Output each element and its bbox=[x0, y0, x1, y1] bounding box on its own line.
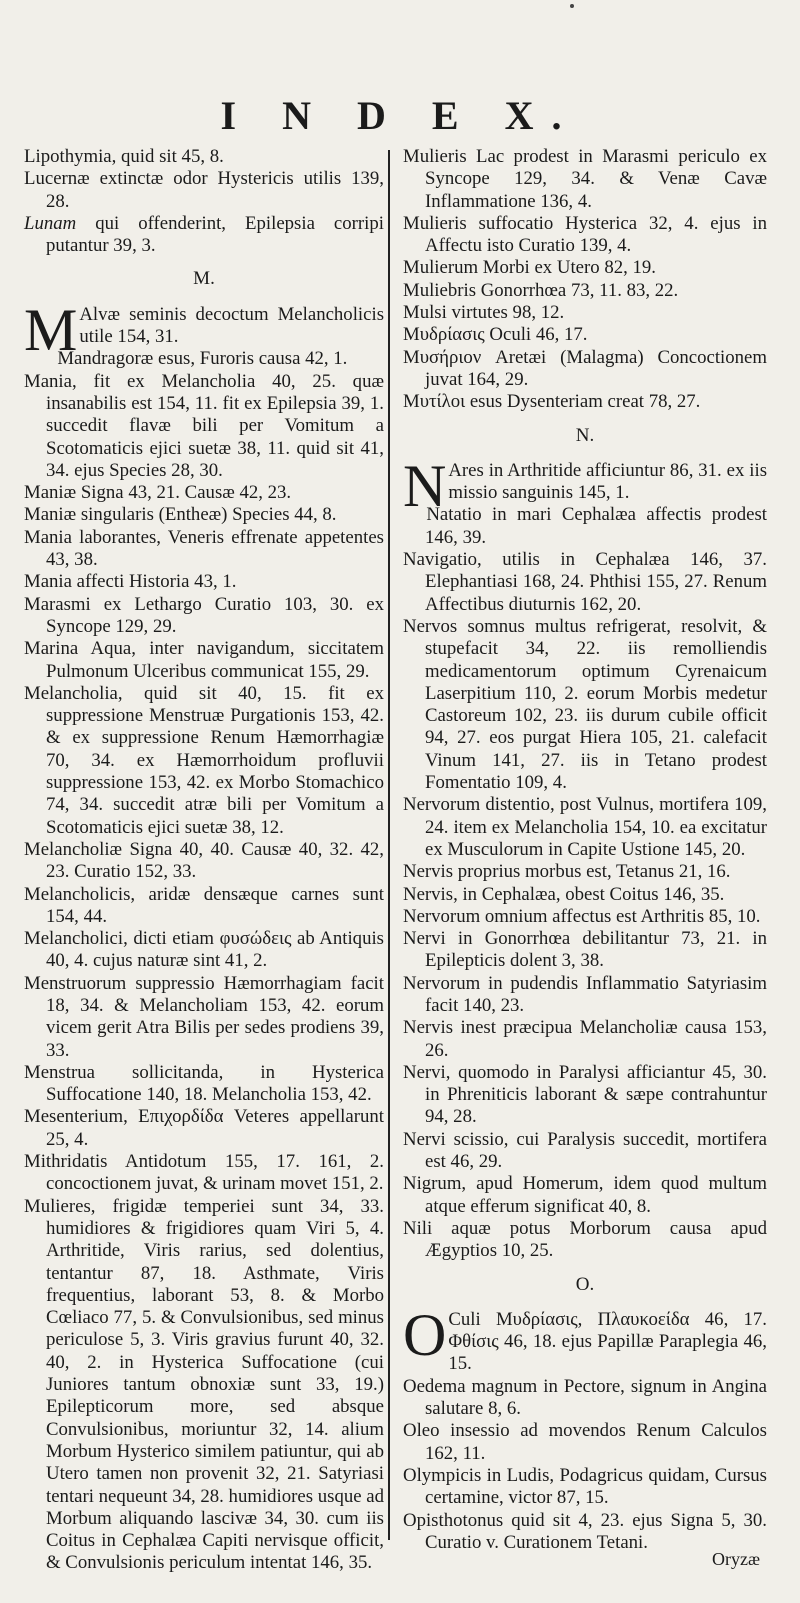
index-entry: Mania affecti Historia 43, 1. bbox=[24, 571, 237, 593]
index-entry: Melancholici, dicti etiam φυσώδεις ab Antiquis 40, 4. cujus naturæ sint 41, 2. bbox=[24, 928, 384, 972]
index-entry: Melancholicis, aridæ densæque carnes sunt 154, 44. bbox=[24, 883, 384, 927]
index-entry: Marina Aqua, inter navigandum, siccitatem Pulmonum Ulceribus communicat 155, 29. bbox=[24, 638, 384, 682]
index-entry: Nili aquæ potus Morborum causa apud Ægyptios 10, 25. bbox=[403, 1217, 767, 1262]
index-entry bbox=[24, 213, 384, 258]
index-entry: Olympicis in Ludis, Podagricus quidam, Cursus certamine, victor 87, 15. bbox=[403, 1464, 767, 1509]
entry-text: Alvæ seminis decoctum Melancholicis utile 154, 31. bbox=[79, 303, 384, 348]
index-entry: Menstrua sollicitanda, in Hysterica Suffocatione 140, 18. Melancholia 153, 42. bbox=[24, 1061, 384, 1106]
index-entry: Mania, fit ex Melancholia 40, 25. quæ insanabilis est 154, 11. fit ex Epilepsia 39, 1. succedit flavæ bili per Vomitum a Scotomaticis ejici suetæ 38, 11. quid sit 41, 34. ejus Species 28, 30. bbox=[24, 370, 384, 481]
index-entry: Lipothymia, quid sit 45, 8. bbox=[24, 146, 224, 167]
index-entry: Nervos somnus multus refrigerat, resolvit, & stupefacit 34, 22. iis remolliendis medicamentorum optimum Cyrenaicum Laserpitium 110, 2. eorum Morbis medetur Castoreum 102, 23. iis durum cubile officit 94, 27. eos purgat Hiera 105, 21. calefacit Vinum 141, 27. iis in Tetano prodest Fomentatio 109, 4. bbox=[403, 615, 767, 794]
ink-speck bbox=[570, 4, 574, 8]
index-entry: Mesenterium, Επιχορδίδα Veteres appellarunt 25, 4. bbox=[24, 1106, 384, 1150]
index-entry: Μυδρίασις Oculi 46, 17. bbox=[403, 324, 588, 346]
index-entry: Melancholiæ Signa 40, 40. Causæ 40, 32. 42, 23. Curatio 152, 33. bbox=[24, 838, 384, 883]
index-entry: Μυτίλοι esus Dysenteriam creat 78, 27. bbox=[403, 391, 701, 413]
index-entry: Nervi scissio, cui Paralysis succedit, mortifera est 46, 29. bbox=[403, 1128, 767, 1173]
index-entry: Mania laborantes, Veneris effrenate appetentes 43, 38. bbox=[24, 526, 384, 571]
index-entry: Navigatio, utilis in Cephalæa 146, 37. Elephantiasi 168, 24. Phthisi 155, 27. Renum Affectibus diuturnis 162, 20. bbox=[403, 549, 767, 615]
drop-cap: M bbox=[24, 296, 78, 363]
index-entry: Mandragoræ esus, Furoris causa 42, 1. bbox=[57, 348, 348, 370]
index-entry: Nigrum, apud Homerum, idem quod multum atque efferum significat 40, 8. bbox=[403, 1173, 767, 1217]
index-entry-first bbox=[403, 1301, 767, 1376]
section-letter-m: M. bbox=[193, 268, 215, 290]
index-entry: Natatio in mari Cephalæa affectis prodest 146, 39. bbox=[425, 504, 767, 548]
column-divider bbox=[388, 150, 390, 1540]
index-entry: Mulierum Morbi ex Utero 82, 19. bbox=[403, 257, 656, 279]
entry-rest: qui offenderint, Epilepsia corripi putantur 39, 3. bbox=[46, 212, 384, 257]
index-entry: Nervorum distentio, post Vulnus, mortifera 109, 24. item ex Melancholia 154, 10. ea excitatur ex Musculorum in Capite Ustione 145, 20. bbox=[403, 794, 767, 860]
index-entry: Oleo insessio ad movendos Renum Calculos 162, 11. bbox=[403, 1420, 767, 1464]
index-entry-first bbox=[403, 452, 767, 519]
index-entry: Μυσήριον Aretæi (Malagma) Concoctionem juvat 164, 29. bbox=[403, 346, 767, 390]
right-column bbox=[403, 146, 767, 1554]
index-entry: Melancholia, quid sit 40, 15. fit ex suppressione Menstruæ Purgationis 153, 42. & ex suppressione Renum Hæmorrhagiæ 70, 34. ex Hæmorrhoidum profluvii suppressione 153, 42. ex Morbo Stomachico 74, 34. succedit atræ bili per Vomitum a Scotomaticis ejici suetæ 38, 12. bbox=[24, 682, 384, 838]
index-entry: Oedema magnum in Pectore, signum in Angina salutare 8, 6. bbox=[403, 1375, 767, 1420]
index-entry: Mulsi virtutes 98, 12. bbox=[403, 302, 565, 324]
section-letter-o: O. bbox=[575, 1273, 595, 1295]
index-entry: Maniæ singularis (Entheæ) Species 44, 8. bbox=[24, 504, 337, 526]
section-letter-n: N. bbox=[575, 424, 595, 446]
entry-text: Ares in Arthritide afficiuntur 86, 31. ex iis missio sanguinis 145, 1. bbox=[448, 459, 767, 504]
index-entry: Mulieres, frigidæ temperiei sunt 34, 33. humidiores & frigidiores quam Viri 5, 4. Arthritide, Viris rarius, sed dolentius, tentantur 87, 18. Asthmate, Viris frequentius, laborant 53, 8. & Morbo Cœliaco 77, 5. & Convulsionibus, sed minus periculose 5, 3. Viris gravius furunt 40, 32. 40, 2. in Hysterica Suffocatione (cui Juniores tantum obnoxiæ sunt 33, 19.) Epilepticorum more, sed absque Convulsionibus, moriuntur 32, 14. alium Morbum Hysterico similem patiuntur, qui ab Utero tamen non provenit 32, 21. Satyriasi tentari nequeunt 34, 28. humidiores usque ad Morbum aliquando lascivæ 34, 30. cum iis Coitus in Cephalæa Capiti nervisque officit, & Convulsionis periculum intentat 146, 35. bbox=[24, 1195, 384, 1574]
index-entry: Nervi, quomodo in Paralysi afficiantur 45, 30. in Phreniticis laborant & sæpe contrahuntur 94, 28. bbox=[403, 1061, 767, 1128]
index-entry: Muliebris Gonorrhœa 73, 11. 83, 22. bbox=[403, 279, 679, 301]
index-entry: Maniæ Signa 43, 21. Causæ 42, 23. bbox=[24, 482, 292, 504]
drop-cap: O bbox=[403, 1301, 447, 1368]
index-entry: Mithridatis Antidotum 155, 17. 161, 2. concoctionem juvat, & urinam movet 151, 2. bbox=[24, 1151, 384, 1195]
left-column bbox=[24, 146, 384, 1575]
index-entry: Nervorum omnium affectus est Arthritis 85, 10. bbox=[403, 905, 761, 927]
index-entry: Nervorum in pudendis Inflammatio Satyriasim facit 140, 23. bbox=[403, 972, 767, 1016]
page-title: I N D E X. bbox=[220, 93, 580, 138]
index-entry: Nervis inest præcipua Melancholiæ causa 153, 26. bbox=[403, 1017, 767, 1061]
index-entry: Mulieris Lac prodest in Marasmi periculo ex Syncope 129, 34. & Venæ Cavæ Inflammatione 136, 4. bbox=[403, 146, 767, 212]
entry-text: Culi Μυδρίασις, Πλαυκοείδα 46, 17. Φθίσις 46, 18. ejus Papillæ Paraplegia 46, 15. bbox=[448, 1308, 767, 1375]
index-entry: Nervi in Gonorrhœa debilitantur 73, 21. in Epilepticis dolent 3, 38. bbox=[403, 928, 767, 972]
index-entry: Nervis proprius morbus est, Tetanus 21, 16. bbox=[403, 861, 731, 883]
index-entry: Marasmi ex Lethargo Curatio 103, 30. ex Syncope 129, 29. bbox=[24, 593, 384, 637]
index-entry: Nervis, in Cephalæa, obest Coitus 146, 35. bbox=[403, 883, 725, 905]
index-entry: Menstruorum suppressio Hæmorrhagiam facit 18, 34. & Melancholiam 153, 42. eorum vicem gerit Atra Bilis per sedes prodiens 39, 33. bbox=[24, 972, 384, 1061]
index-entry: Opisthotonus quid sit 4, 23. ejus Signa 5, 30. Curatio v. Curationem Tetani. bbox=[403, 1509, 767, 1553]
drop-cap: N bbox=[403, 452, 447, 519]
catchword: Oryzæ bbox=[712, 1549, 760, 1569]
entry-lead-word: Lunam bbox=[24, 212, 77, 234]
index-entry: Mulieris suffocatio Hysterica 32, 4. ejus in Affectu isto Curatio 139, 4. bbox=[403, 212, 767, 257]
index-entry: Lucernæ extinctæ odor Hystericis utilis 139, 28. bbox=[24, 168, 384, 212]
